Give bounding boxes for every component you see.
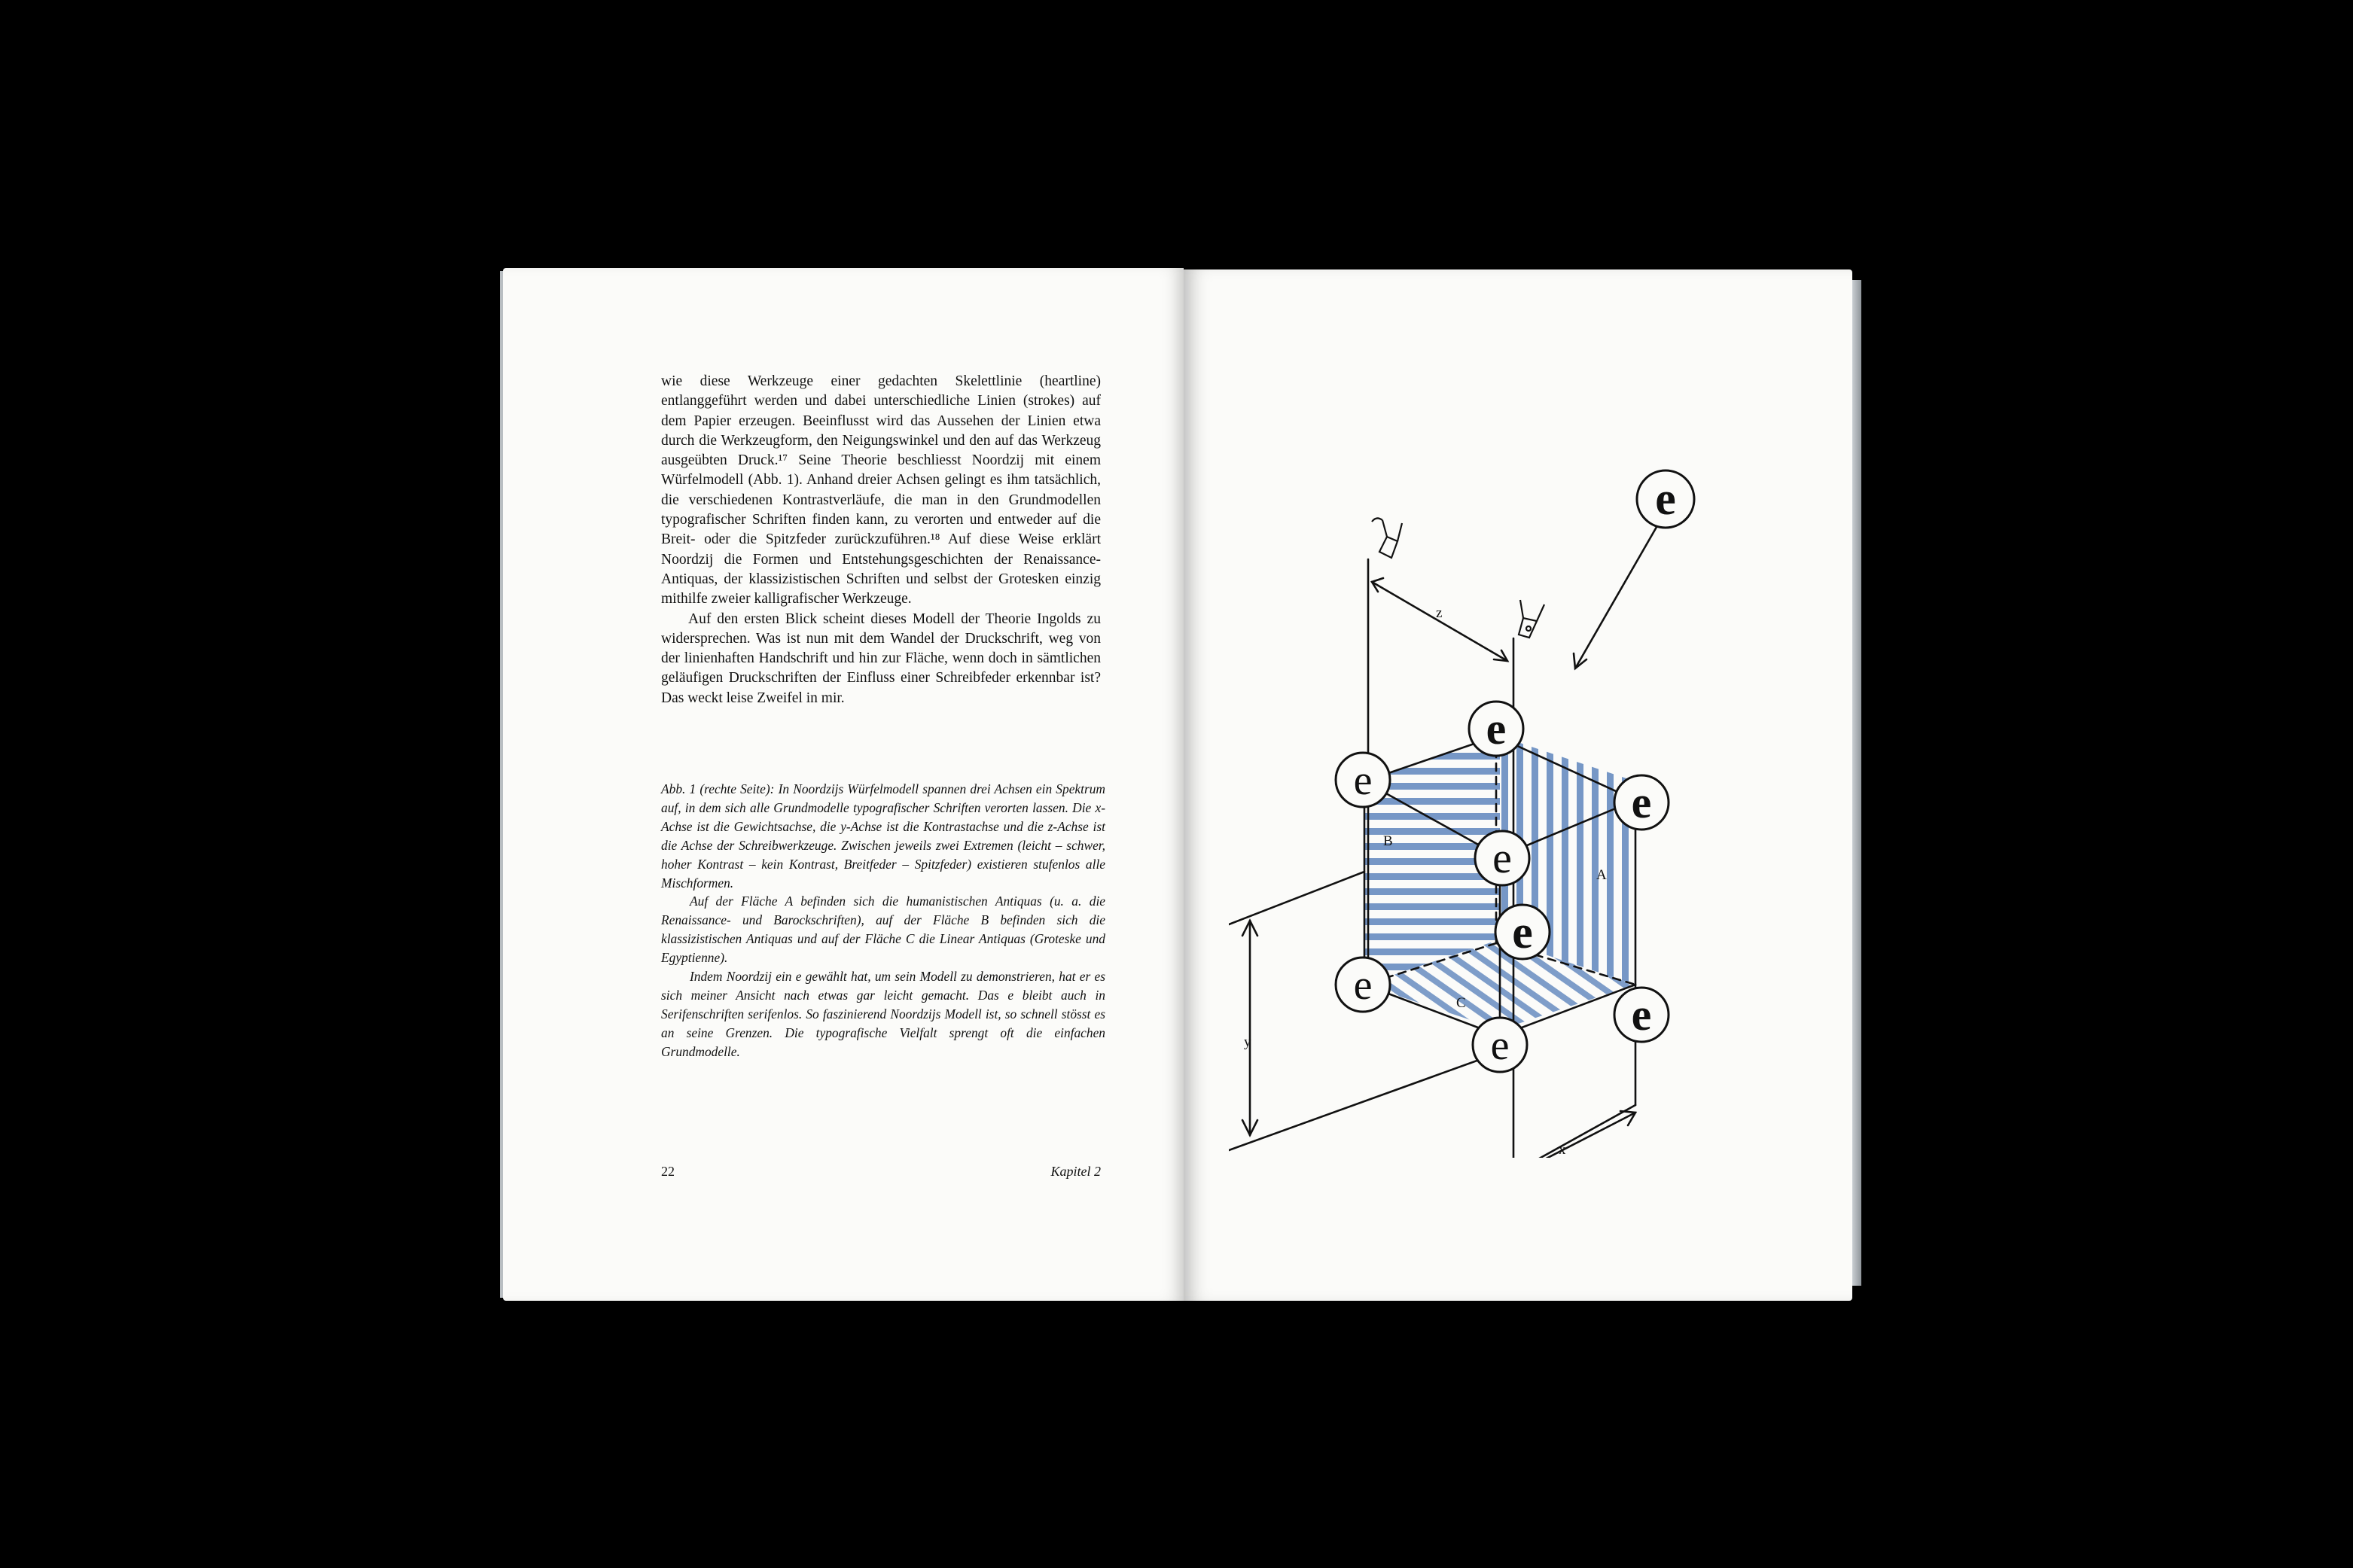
e-node-bottom-center: [1473, 1018, 1527, 1072]
e-node-top-right-front: [1614, 775, 1669, 830]
e-node-bottom-left: [1336, 958, 1390, 1012]
figure-caption: [661, 780, 1105, 1061]
face-label-b: B: [1383, 833, 1393, 849]
body-text: [661, 372, 1101, 708]
page-number: 22: [661, 1164, 675, 1179]
svg-text:e: e: [1512, 907, 1533, 958]
cube-model-drawing: [1229, 390, 1711, 1158]
e-node-bottom-right: [1614, 988, 1669, 1042]
e-node-top-back: [1469, 702, 1523, 756]
e-node-top-right: [1637, 470, 1694, 528]
svg-text:e: e: [1353, 962, 1373, 1009]
svg-text:e: e: [1631, 778, 1652, 827]
right-page-edge: [1852, 280, 1861, 1286]
cube-model-figure: [1229, 390, 1711, 1158]
axis-label-z: z: [1436, 605, 1443, 621]
svg-text:e: e: [1492, 833, 1512, 882]
broad-nib-icon: [1372, 518, 1402, 558]
e-node-center-top: [1475, 831, 1529, 885]
caption-paragraph-3: Indem Noordzij ein e gewählt hat, um sein Modell zu demonstrieren, hat er es sich meiner Ansicht nach etwas gar leicht gemacht. Das e bleibt auch in Serifenschriften serifenlos. So faszinierend Noordzijs Modell ist, so schnell stösst es an seine Grenzen. Die typografische Vielfalt sprengt oft die einfachen Grundmodelle.: [661, 969, 1105, 1059]
svg-text:e: e: [1490, 1022, 1510, 1069]
face-label-a: A: [1596, 867, 1607, 883]
left-page: [503, 268, 1184, 1301]
svg-text:e: e: [1486, 704, 1507, 754]
face-label-c: C: [1456, 995, 1466, 1011]
e-node-top-left: [1336, 753, 1390, 807]
body-paragraph-2: Auf den ersten Blick scheint dieses Modell der Theorie Ingolds zu widersprechen. Was ist nun mit dem Wandel der Druckschrift, weg von der linienhaften Handschrift und hin zur Fläche, wenn doch in sämtlichen geläufigen Druckschriften der Einfluss einer Schreibfeder erkennbar ist? Das weckt leise Zweifel in mir.: [661, 610, 1101, 706]
caption-paragraph-2: Auf der Fläche A befinden sich die humanistischen Antiquas (u. a. die Renaissance- und Barockschriften), auf der Fläche B befinden sich die klassizistischen Antiquas und auf der Fläche C die Linear Antiquas (Groteske und Egyptienne).: [661, 894, 1105, 966]
right-page: [1184, 269, 1852, 1301]
svg-text:e: e: [1655, 473, 1676, 525]
pointed-nib-icon: [1519, 600, 1544, 638]
running-footer: Kapitel 2: [1050, 1164, 1101, 1179]
caption-paragraph-1: Abb. 1 (rechte Seite): In Noordzijs Würfelmodell spannen drei Achsen ein Spektrum auf, in dem sich alle Grundmodelle typografischer Schriften verorten lassen. Die x-Achse ist die Gewichtsachse, die y-Achse ist die Kontrastachse und die z-Achse ist die Achse der Schreibwerkzeuge. Zwischen jeweils zwei Extremen (leicht – schwer, hoher Kontrast – kein Kontrast, Breitfeder – Spitzfeder) existieren stufenlos alle Mischformen.: [661, 781, 1105, 891]
body-paragraph-1: wie diese Werkzeuge einer gedachten Skelettlinie (heartline) entlanggeführt werden und dabei unterschiedliche Linien (strokes) auf dem Papier erzeugen. Beeinflusst wird das Aussehen der Linien etwa durch die Werkzeugform, den Neigungswinkel und den auf das Werkzeug ausgeübten Druck.¹⁷ Seine Theorie beschliesst Noordzij mit einem Würfelmodell (Abb. 1). Anhand dreier Achsen gelingt es ihm tatsächlich, die verschiedenen Kontrastverläufe, die man in den Grundmodellen typografischer Schriften finden kann, zu verorten und entweder auf die Breit- oder die Spitzfeder zurückzuführen.¹⁸ Auf diese Weise erklärt Noordzij die Formen und Entstehungsgeschichten der Renaissance-Antiquas, der klassizistischen Schriften und selbst der Grotesken einzig mithilfe zweier kalligrafischer Werkzeuge.: [661, 373, 1101, 607]
svg-text:e: e: [1631, 990, 1652, 1040]
axis-label-y: y: [1244, 1034, 1251, 1050]
axis-label-x: x: [1559, 1142, 1566, 1158]
svg-text:e: e: [1353, 757, 1373, 804]
e-node-center-back: [1495, 905, 1550, 959]
